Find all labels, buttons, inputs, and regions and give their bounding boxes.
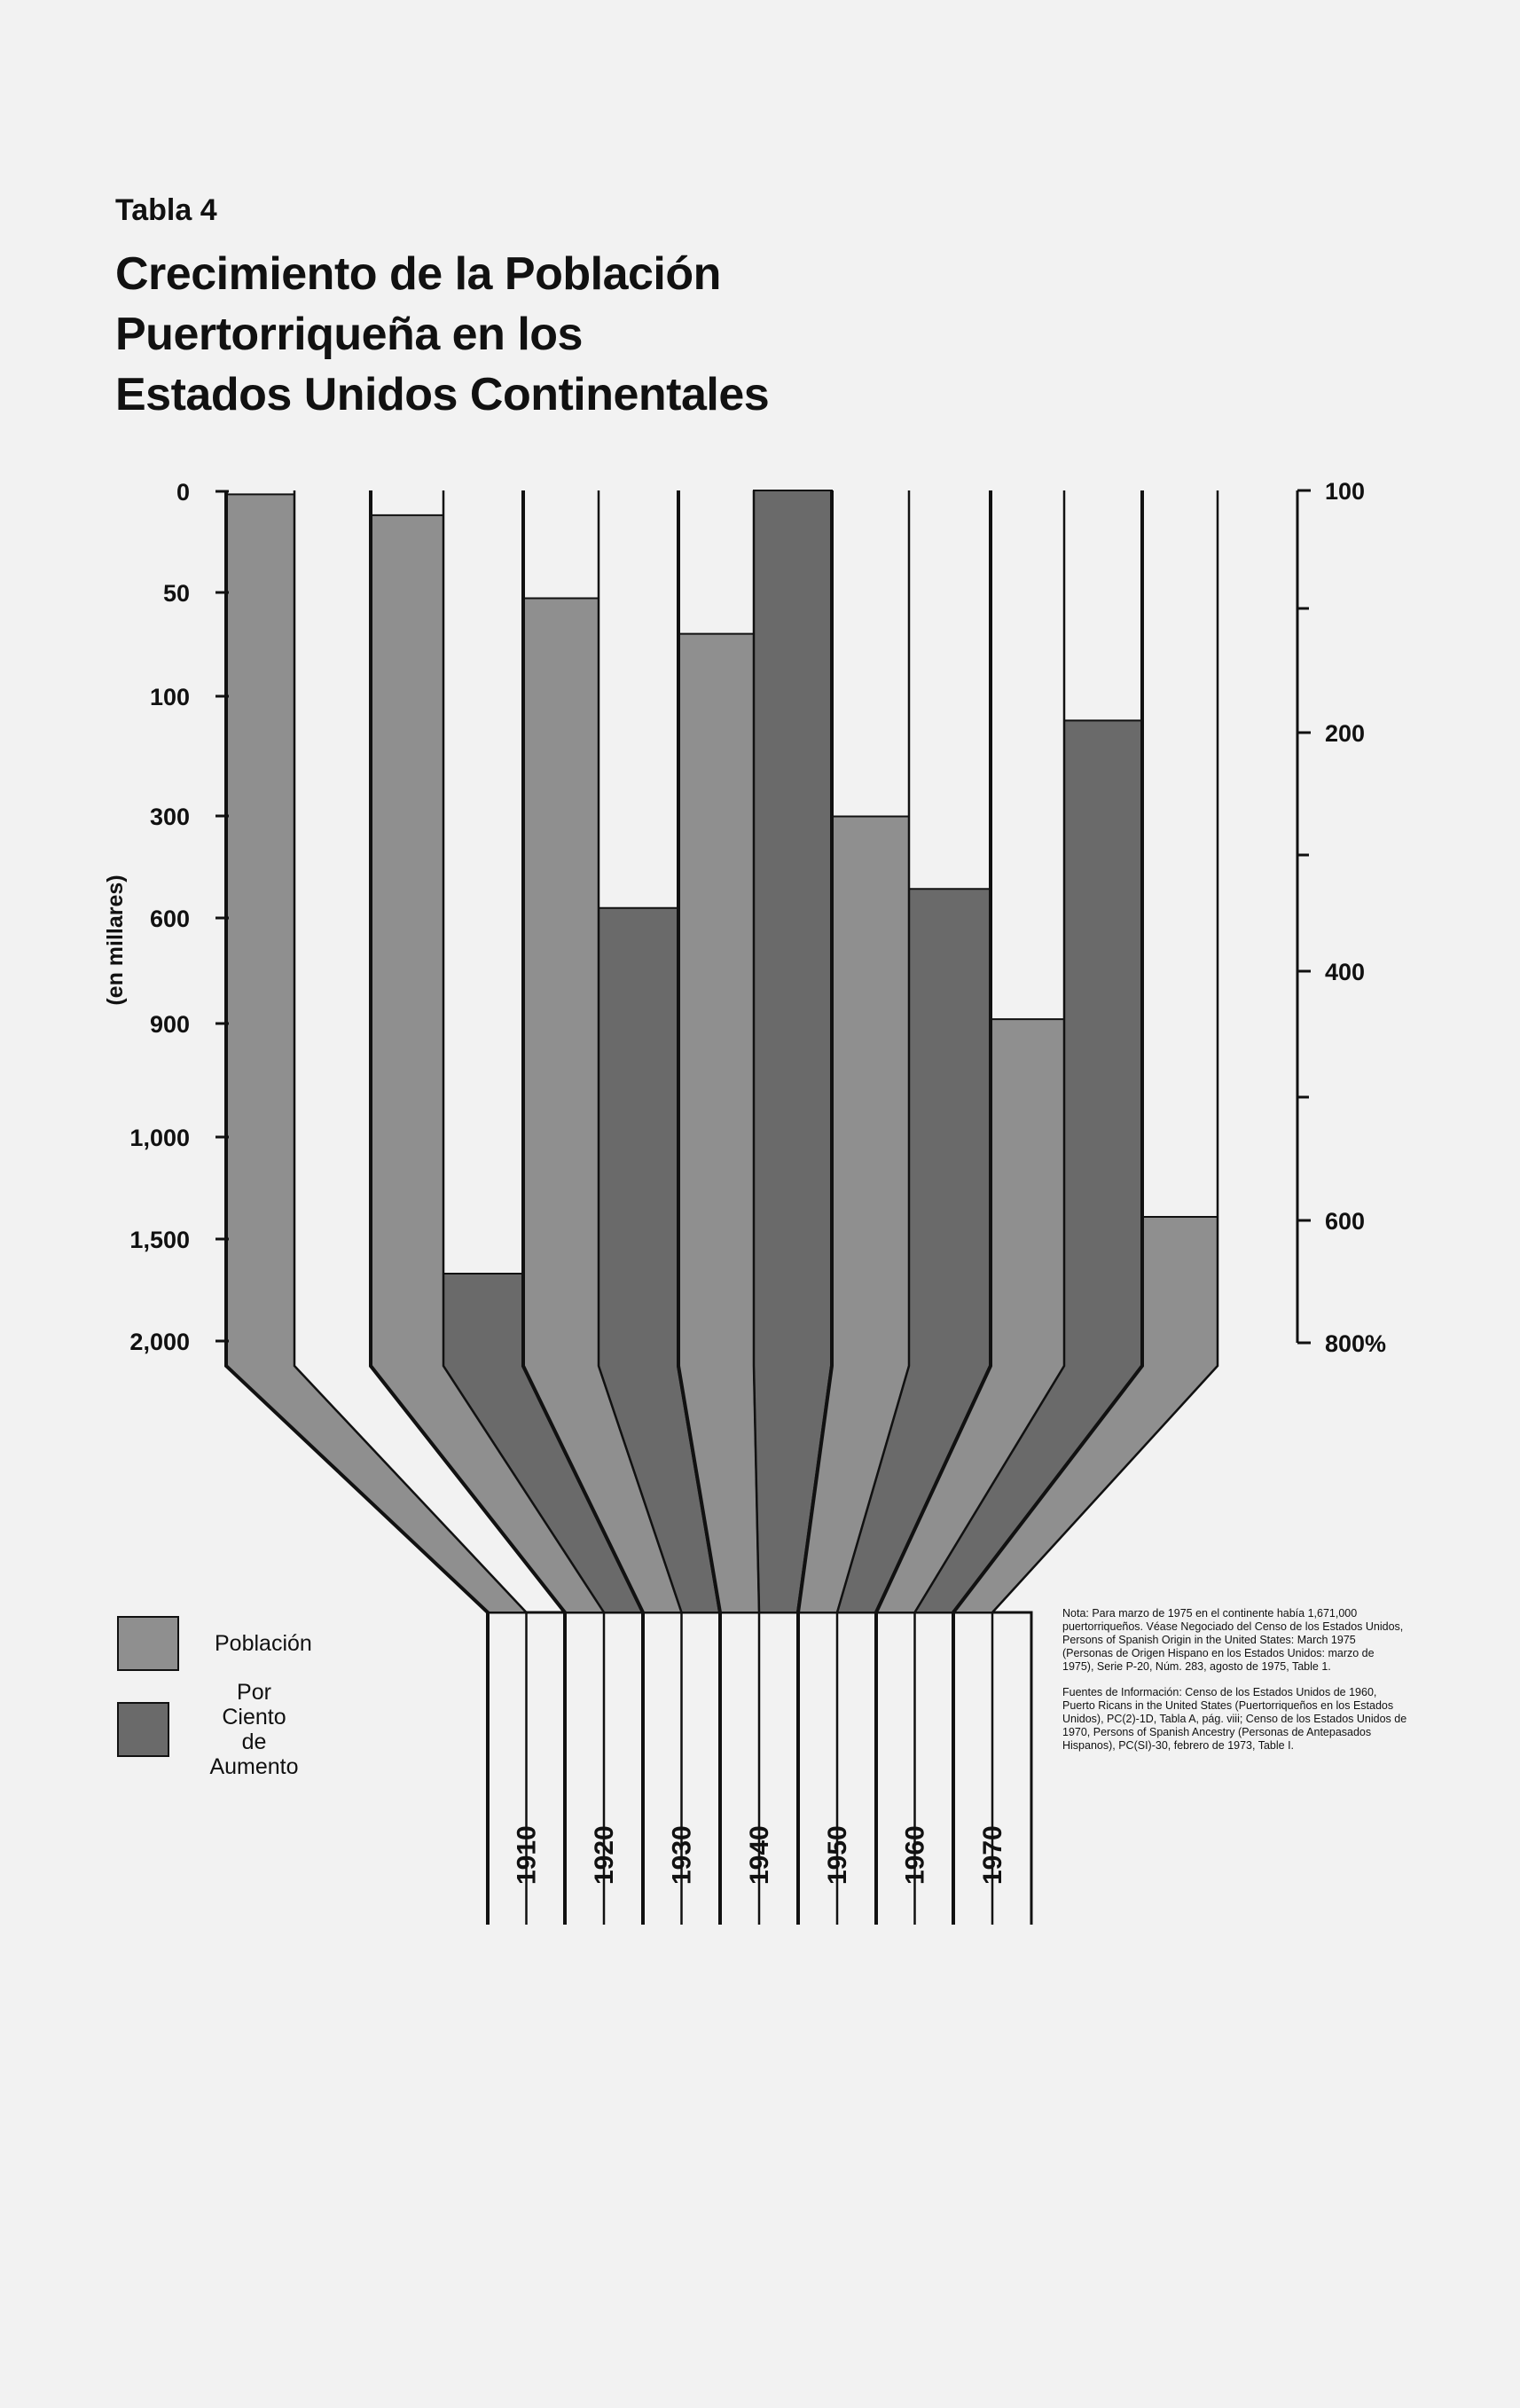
- year-label-1910: 1910: [512, 1825, 542, 1885]
- left-axis-tick-label: 0: [176, 479, 190, 506]
- left-axis-label: (en millares): [103, 875, 128, 1006]
- left-axis-tick-label: 100: [149, 684, 190, 710]
- left-axis-tick-label: 1,000: [129, 1125, 190, 1151]
- right-axis-tick-label: 400: [1325, 959, 1366, 985]
- right-axis-tick-label: 200: [1325, 720, 1366, 747]
- left-axis-tick-label: 900: [149, 1011, 190, 1038]
- footnotes: [1062, 1607, 1408, 1765]
- table-number: Tabla 4: [115, 193, 217, 227]
- title-line-1: Crecimiento de la Población: [115, 248, 721, 300]
- right-axis-tick-label: 800%: [1325, 1330, 1387, 1357]
- legend-item-poblacion: [117, 1616, 312, 1671]
- right-axis-tick-label: 600: [1325, 1208, 1366, 1235]
- right-axis-tick-label: 100: [1325, 478, 1366, 505]
- year-label-1960: 1960: [900, 1825, 930, 1885]
- legend-swatch-poblacion: [117, 1616, 179, 1671]
- left-axis-tick-label: 1,500: [129, 1227, 190, 1253]
- left-axis-tick-label: 2,000: [129, 1329, 190, 1355]
- title-line-2: Puertorriqueña en los: [115, 309, 583, 360]
- year-label-1920: 1920: [590, 1825, 619, 1885]
- legend-swatch-aumento: [117, 1702, 169, 1757]
- sources-text: Fuentes de Información: Censo de los Estados Unidos de 1960, Puerto Ricans in the United States (Puertorriqueños en los Estados Unidos), PC(2)-1D, Tabla A, pág. viii; Censo de los Estados Unidos de 1970, Persons of Spanish Ancestry (Personas de Antepasados Hispanos), PC(SI)-30, febrero de 1973, Table I.: [1062, 1686, 1407, 1752]
- legend-label-aumento: Por Ciento de Aumento: [209, 1680, 299, 1779]
- left-axis-tick-label: 300: [149, 804, 190, 830]
- note-text: Nota: Para marzo de 1975 en el continente había 1,671,000 puertorriqueños. Véase Negociado del Censo de los Estados Unidos, Persons of Spanish Origin in the United States: March 1975 (Personas de Origen Hispano en los Estados Unidos: marzo de 1975), Serie P-20, Núm. 283, agosto de 1975, Table 1.: [1062, 1607, 1404, 1673]
- year-label-1940: 1940: [745, 1825, 774, 1885]
- year-label-1970: 1970: [978, 1825, 1007, 1885]
- year-label-1930: 1930: [667, 1825, 697, 1885]
- year-label-1950: 1950: [823, 1825, 852, 1885]
- left-axis-tick-label: 50: [162, 580, 190, 607]
- legend-item-aumento: [117, 1680, 303, 1779]
- title-line-3: Estados Unidos Continentales: [115, 369, 770, 420]
- legend-label-poblacion: Población: [215, 1631, 312, 1656]
- left-axis-tick-label: 600: [149, 906, 190, 932]
